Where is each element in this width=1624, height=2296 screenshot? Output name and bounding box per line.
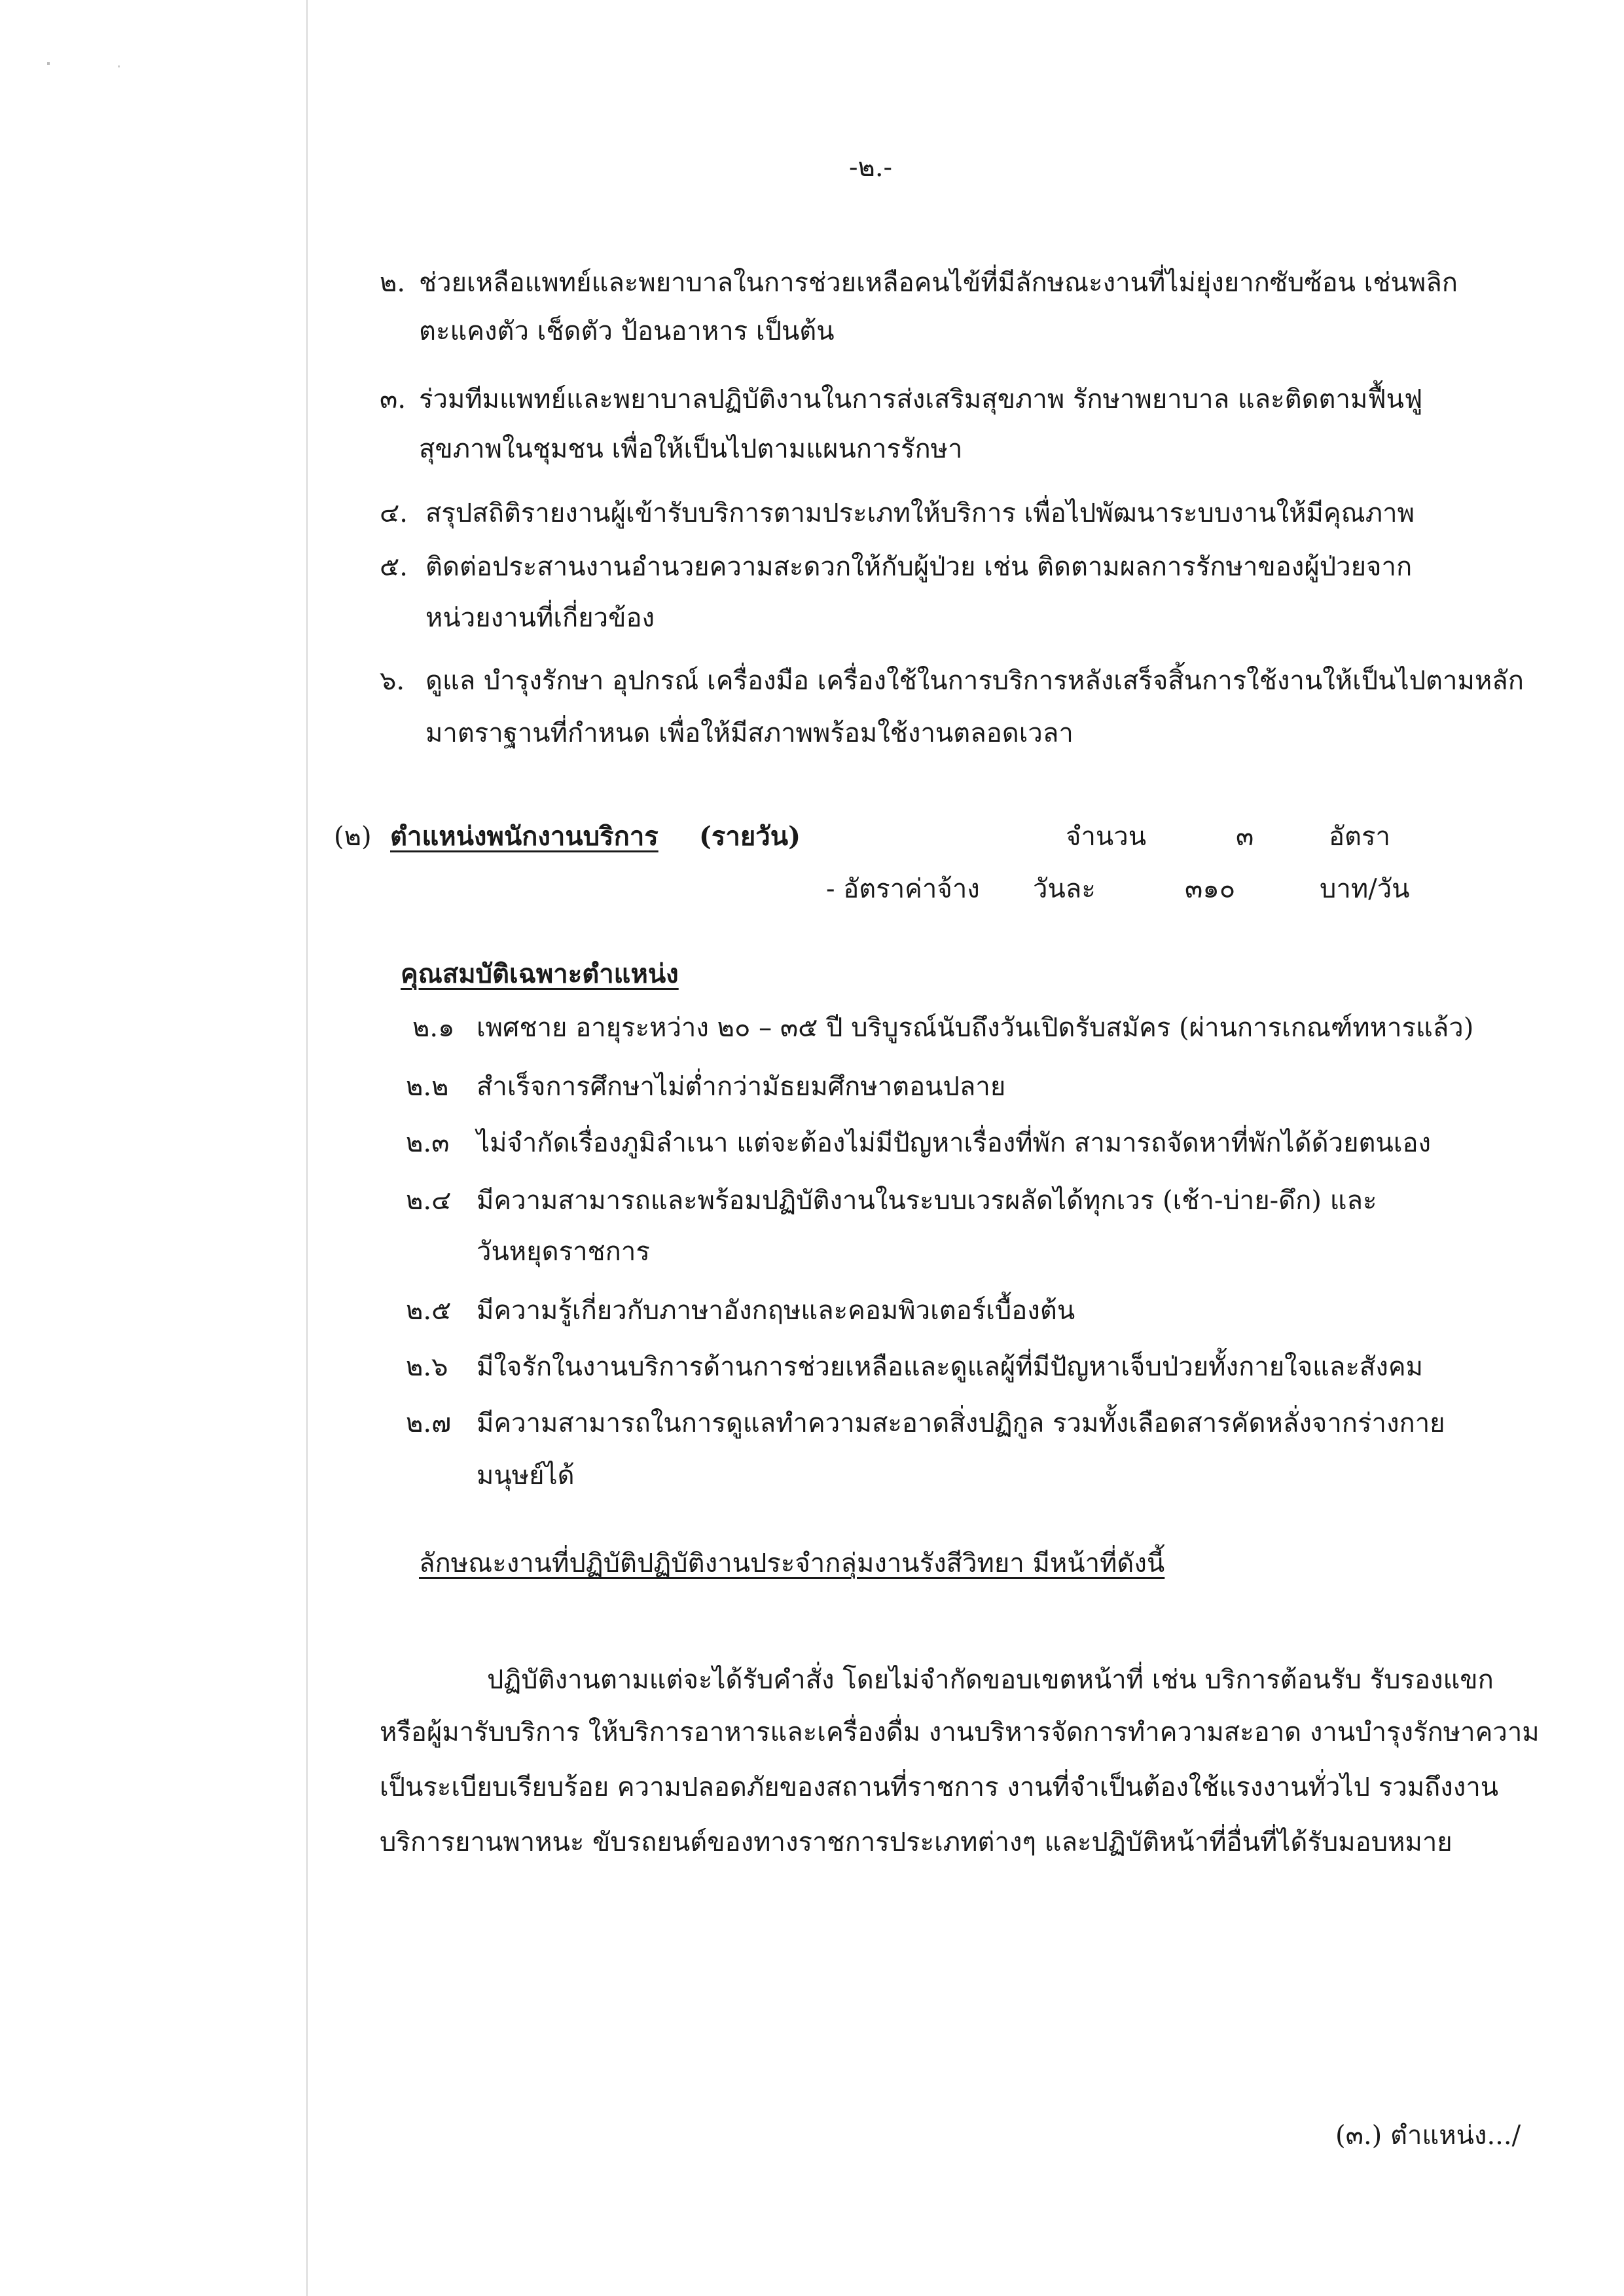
qualification-line: มีความสามารถในการดูแลทำความสะอาดสิ่งปฏิกูล รวมทั้งเลือดสารคัดหลั่งจากร่างกาย: [477, 1408, 1445, 1438]
page-number: -๒.-: [848, 153, 893, 183]
scan-artifact: [47, 62, 50, 65]
position-number: (๒): [334, 822, 372, 852]
position-type: (รายวัน): [699, 821, 801, 852]
duty-item-num: ๓.: [380, 384, 406, 414]
wage-unit: บาท/วัน: [1320, 874, 1410, 904]
continuation-text: (๓.) ตำแหน่ง.../: [1335, 2121, 1521, 2151]
qualification-num: ๒.๓: [406, 1128, 450, 1158]
job-heading: ลักษณะงานที่ปฏิบัติปฏิบัติงานประจำกลุ่มงานรังสีวิทยา มีหน้าที่ดังนี้: [419, 1548, 1165, 1578]
qualifications-heading: คุณสมบัติเฉพาะตำแหน่ง: [401, 958, 679, 989]
duty-item-line: ช่วยเหลือแพทย์และพยาบาลในการช่วยเหลือคนไข้ที่มีลักษณะงานที่ไม่ยุ่งยากซับซ้อน เช่นพลิก: [419, 268, 1458, 298]
qualification-num: ๒.๔: [406, 1186, 452, 1216]
wage-period: วันละ: [1033, 874, 1096, 904]
job-paragraph-line: หรือผู้มารับบริการ ให้บริการอาหารและเครื่องดื่ม งานบริหารจัดการทำความสะอาด งานบำรุงรักษาความ: [380, 1717, 1540, 1747]
duty-item-line: สุขภาพในชุมชน เพื่อให้เป็นไปตามแผนการรักษา: [419, 434, 963, 464]
scan-artifact: [118, 65, 120, 67]
duty-item-num: ๔.: [380, 498, 408, 528]
job-paragraph-line: บริการยานพาหนะ ขับรถยนต์ของทางราชการประเภทต่างๆ และปฏิบัติหน้าที่อื่นที่ได้รับมอบหมาย: [380, 1827, 1453, 1857]
qualification-num: ๒.๒: [406, 1072, 449, 1102]
qualification-line: มีความสามารถและพร้อมปฏิบัติงานในระบบเวรผลัดได้ทุกเวร (เช้า-บ่าย-ดึก) และ: [477, 1186, 1377, 1216]
scan-margin-line: [306, 0, 308, 2296]
qualification-num: ๒.๑: [412, 1013, 455, 1043]
duty-item-line: มาตราฐานที่กำหนด เพื่อให้มีสภาพพร้อมใช้งานตลอดเวลา: [425, 718, 1074, 748]
duty-item-line: สรุปสถิติรายงานผู้เข้ารับบริการตามประเภทให้บริการ เพื่อไปพัฒนาระบบงานให้มีคุณภาพ: [425, 498, 1415, 528]
duty-item-line: หน่วยงานที่เกี่ยวข้อง: [425, 603, 655, 633]
qualification-line: สำเร็จการศึกษาไม่ต่ำกว่ามัธยมศึกษาตอนปลาย: [477, 1072, 1006, 1102]
qualification-line: มีความรู้เกี่ยวกับภาษาอังกฤษและคอมพิวเตอร์เบื้องต้น: [477, 1296, 1075, 1326]
qualification-line: มีใจรักในงานบริการด้านการช่วยเหลือและดูแลผู้ที่มีปัญหาเจ็บป่วยทั้งกายใจและสังคม: [477, 1352, 1423, 1382]
position-count: ๓: [1236, 822, 1254, 852]
count-unit: อัตรา: [1329, 822, 1390, 852]
qualification-line: วันหยุดราชการ: [477, 1237, 650, 1267]
duty-item-line: ตะแคงตัว เช็ดตัว ป้อนอาหาร เป็นต้น: [419, 316, 835, 346]
duty-item-line: ร่วมทีมแพทย์และพยาบาลปฏิบัติงานในการส่งเสริมสุขภาพ รักษาพยาบาล และติดตามฟื้นฟู: [419, 384, 1423, 414]
count-label: จำนวน: [1066, 822, 1147, 852]
duty-item-num: ๒.: [380, 268, 406, 298]
qualification-num: ๒.๗: [406, 1408, 452, 1438]
duty-item-line: ติดต่อประสานงานอำนวยความสะดวกให้กับผู้ป่วย เช่น ติดตามผลการรักษาของผู้ป่วยจาก: [425, 552, 1413, 582]
job-paragraph-line: ปฏิบัติงานตามแต่จะได้รับคำสั่ง โดยไม่จำกัดขอบเขตหน้าที่ เช่น บริการต้อนรับ รับรองแขก: [487, 1665, 1494, 1695]
qualification-line: เพศชาย อายุระหว่าง ๒๐ – ๓๕ ปี บริบูรณ์นับถึงวันเปิดรับสมัคร (ผ่านการเกณฑ์ทหารแล้ว): [477, 1013, 1474, 1043]
duty-item-num: ๖.: [380, 666, 405, 696]
wage-label: - อัตราค่าจ้าง: [826, 874, 980, 904]
job-paragraph-line: เป็นระเบียบเรียบร้อย ความปลอดภัยของสถานที่ราชการ งานที่จำเป็นต้องใช้แรงงานทั่วไป รวมถึงงาน: [380, 1772, 1499, 1802]
qualification-num: ๒.๖: [406, 1352, 448, 1382]
qualification-num: ๒.๕: [406, 1296, 452, 1326]
qualification-line: มนุษย์ได้: [477, 1461, 575, 1491]
wage-amount: ๓๑๐: [1185, 874, 1236, 904]
position-title: ตำแหน่งพนักงานบริการ: [390, 821, 659, 852]
duty-item-line: ดูแล บำรุงรักษา อุปกรณ์ เครื่องมือ เครื่องใช้ในการบริการหลังเสร็จสิ้นการใช้งานให้เป็นไปตามหลัก: [425, 666, 1524, 696]
qualification-line: ไม่จำกัดเรื่องภูมิลำเนา แต่จะต้องไม่มีปัญหาเรื่องที่พัก สามารถจัดหาที่พักได้ด้วยตนเอง: [477, 1128, 1432, 1158]
duty-item-num: ๕.: [380, 552, 408, 582]
